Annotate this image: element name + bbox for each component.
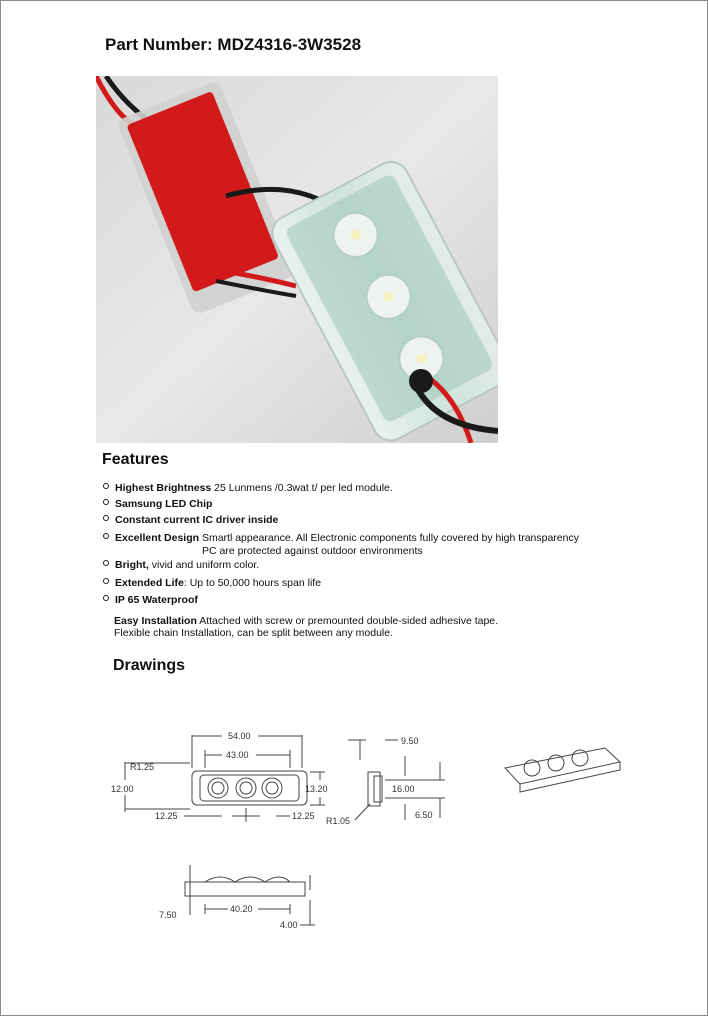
installation-block bbox=[114, 615, 498, 639]
installation-line-2: Flexible chain Installation, can be split between any module. bbox=[114, 627, 393, 639]
feature-item-bright bbox=[103, 559, 259, 572]
feature-text: : Up to 50,000 hours span life bbox=[183, 577, 322, 589]
feature-bold: Samsung LED Chip bbox=[115, 498, 213, 510]
feature-item-design bbox=[103, 532, 579, 545]
feature-bold: Constant current IC driver inside bbox=[115, 514, 279, 526]
isometric-view bbox=[505, 748, 620, 792]
installation-bold: Easy Installation bbox=[114, 615, 197, 627]
feature-design-continuation: PC are protected against outdoor environments bbox=[202, 545, 423, 557]
dim-corner-radius: R1.25 bbox=[130, 762, 155, 772]
dim-side-bottom: 6.50 bbox=[415, 810, 433, 820]
bullet-icon bbox=[103, 578, 109, 584]
technical-drawings bbox=[0, 700, 708, 960]
part-number-label: Part Number: bbox=[105, 35, 213, 54]
feature-item-chip bbox=[103, 498, 212, 511]
part-number-title bbox=[105, 35, 361, 55]
feature-bold: Bright, bbox=[115, 559, 149, 571]
dim-hole-spacing: 43.00 bbox=[226, 750, 249, 760]
feature-bold: Highest Brightness bbox=[115, 482, 212, 494]
side-view bbox=[348, 740, 445, 820]
feature-text: vivid and uniform color. bbox=[148, 559, 260, 571]
feature-item-life bbox=[103, 577, 321, 590]
feature-bold: Extended Life bbox=[115, 577, 184, 589]
bullet-icon bbox=[103, 499, 109, 505]
dim-side-top: 9.50 bbox=[401, 736, 419, 746]
product-photo bbox=[96, 76, 498, 443]
feature-bold: Excellent Design bbox=[115, 532, 200, 544]
bullet-icon bbox=[103, 483, 109, 489]
dim-side-mid: 16.00 bbox=[392, 784, 415, 794]
features-heading: Features bbox=[102, 451, 169, 468]
feature-item-brightness bbox=[103, 482, 393, 495]
feature-item-waterproof bbox=[103, 594, 198, 607]
dim-bottom-length: 40.20 bbox=[230, 904, 253, 914]
dim-side-radius: R1.05 bbox=[326, 816, 351, 826]
dim-height-left: 12.00 bbox=[111, 784, 134, 794]
dim-height-right: 13.20 bbox=[305, 784, 328, 794]
part-number-value: MDZ4316-3W3528 bbox=[217, 35, 362, 54]
dim-edge-right: 12.25 bbox=[292, 811, 315, 821]
bullet-icon bbox=[103, 515, 109, 521]
feature-text: 25 Lunmens /0.3wat t/ per led module. bbox=[211, 482, 393, 494]
bullet-icon bbox=[103, 595, 109, 601]
dim-bottom-height: 7.50 bbox=[159, 910, 177, 920]
drawings-heading: Drawings bbox=[113, 657, 186, 674]
dim-overall-length: 54.00 bbox=[228, 731, 251, 741]
dimension-drawing bbox=[0, 700, 708, 960]
bottom-view bbox=[185, 865, 315, 925]
led-module-photo-illustration bbox=[96, 76, 498, 443]
bullet-icon bbox=[103, 533, 109, 539]
bullet-icon bbox=[103, 560, 109, 566]
feature-bold: IP 65 Waterproof bbox=[115, 594, 198, 606]
front-view bbox=[125, 735, 325, 822]
feature-item-driver bbox=[103, 514, 278, 527]
dim-edge-left: 12.25 bbox=[155, 811, 178, 821]
feature-text: Smartl appearance. All Electronic components fully covered by high transparency bbox=[199, 532, 579, 544]
dim-bottom-offset: 4.00 bbox=[280, 920, 298, 930]
installation-line-1 bbox=[114, 615, 498, 627]
installation-text-1: Attached with screw or premounted double-sided adhesive tape. bbox=[196, 615, 499, 627]
